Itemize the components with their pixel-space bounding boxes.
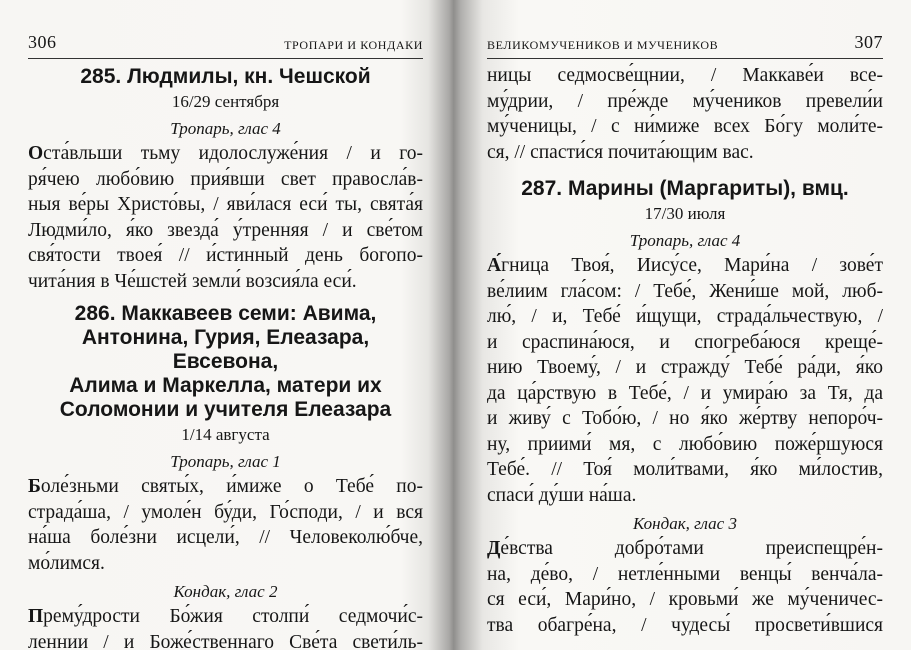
initial-letter: П <box>28 606 44 627</box>
initial-letter: А́ <box>487 255 502 276</box>
text-line: тва обагре́на, / чудесы́ просвети́вшися <box>487 614 883 636</box>
running-head-title-left: ТРОПАРИ И КОНДАКИ <box>284 38 423 52</box>
initial-letter: О <box>28 143 44 164</box>
text-line: на, де́во, / нетле́нными венцы́ венча́ла- <box>487 563 883 585</box>
section-date: 17/30 июля <box>644 204 726 223</box>
text-line: да ца́рствую в Тебе́, / и умира́ю за Тя, да <box>487 382 883 404</box>
text-line: А́гница Твоя́, Иису́се, Мари́на / зове́т <box>487 255 883 276</box>
section-286 <box>28 302 423 650</box>
text-line: лю́, / и, Тебе́ и́щущи, страда́льчествую, / <box>487 306 883 327</box>
text-line: Людми́ло, я́ко звезда́ у́тренняя / и све́том <box>28 219 423 241</box>
text-line: ныя ве́ры Христо́вы, / яви́лася еси́ ты, свята́я <box>28 194 423 215</box>
text-line: Боле́зньми святы́х, и́мижe о Тебе́ по- <box>28 476 423 497</box>
section-date: 1/14 августа <box>181 425 270 444</box>
text-line: леннии / и Боже́ственнаго Све́та свети́ль- <box>28 631 423 650</box>
section-287 <box>487 177 883 638</box>
section-title-line: Антонина, Гурия, Елеазара, Евсевона, <box>81 326 370 373</box>
section-title: 285. Людмилы, кн. Чешской <box>80 65 371 88</box>
section-title: 287. Марины (Маргариты), вмц. <box>521 177 849 200</box>
hymn-label: Тропарь, глас 1 <box>170 452 281 471</box>
initial-letter: Б <box>28 476 41 497</box>
text-line: му́ченицы, / с ни́миже всех Бо́гу моли́те- <box>487 116 883 137</box>
text-line: чита́ния в Че́шстей земли́ возсия́ла еси́. <box>28 270 357 292</box>
right-page <box>487 0 883 650</box>
hymn-text <box>487 536 883 638</box>
initial-letter: Д <box>487 538 501 559</box>
text-line: ве́лиим гла́сом: / Тебе́, Жени́ше мой, люб- <box>487 280 883 302</box>
section-date: 16/29 сентября <box>171 92 280 111</box>
text-line: ся, // спасти́ся почита́ющим вас. <box>487 141 754 163</box>
hymn-label: Тропарь, глас 4 <box>170 119 281 138</box>
text-line: ся еси́, Мари́но, / кровьми́ же му́ченичес- <box>487 589 883 610</box>
text-line: ну, приими́ мя, с любо́вию поже́ршуюся <box>487 433 883 455</box>
hymn-text <box>487 253 883 508</box>
left-page <box>28 0 423 650</box>
section-285 <box>28 65 423 294</box>
text-line: му́дрии, / пре́жде му́чеников превели́и <box>487 90 883 112</box>
text-line: свя́тости твоея́ // и́стинный день богопо- <box>28 245 423 266</box>
hymn-label: Тропарь, глас 4 <box>629 231 741 250</box>
hymn-text <box>28 604 423 650</box>
text-line: ницы седмосве́щнии, / Маккаве́и все- <box>487 65 883 86</box>
text-line: мо́лимся. <box>28 552 105 574</box>
text-line: Оста́вльши тьму идолослуже́ния / и го- <box>28 143 423 164</box>
hymn-text <box>28 141 423 294</box>
text-line: Прему́дрости Бо́жия столпи́ седмочи́с- <box>28 606 423 627</box>
section-title-line: Алима и Маркелла, матери их <box>69 374 382 397</box>
text-line: спаси́ ду́ши на́ша. <box>487 484 637 506</box>
running-header-right <box>487 32 883 59</box>
running-head-title-right: ВЕЛИКОМУЧЕНИКОВ И МУЧЕНИКОВ <box>487 38 719 52</box>
section-title-line: Соломонии и учителя Елеазара <box>59 398 392 421</box>
text-line: страда́ша, / умоле́н бу́ди, Го́споди, / и вся <box>28 501 423 523</box>
text-line: на́ша боле́зни исцели́, // Человеколю́бче, <box>28 527 423 548</box>
text-line: нию Твоему́, / и стражду́ Тебе́ ра́ди, я́ко <box>487 357 883 378</box>
hymn-text <box>28 474 423 576</box>
continuation-text <box>487 63 883 165</box>
page-number-left: 306 <box>28 32 57 52</box>
text-line: Тебе́. // Тоя́ моли́твами, я́ко ми́лостив, <box>487 459 883 480</box>
text-line: ря́чею любо́вию прия́вши свет правосла́в- <box>28 168 423 190</box>
page-number-right: 307 <box>854 32 883 52</box>
text-line: и сраспина́юся, и спогреба́юся креще́- <box>487 331 883 353</box>
text-line: и живу́ с Тобо́ю, / но я́ко же́ртву непоро́ч- <box>487 408 883 429</box>
text-line: Де́вства добро́тами преиспещре́н- <box>487 538 883 559</box>
hymn-label: Кондак, глас 2 <box>173 582 278 601</box>
section-title-line: 286. Маккавеев семи: Авима, <box>74 302 377 325</box>
hymn-label: Кондак, глас 3 <box>633 514 737 533</box>
running-header-left <box>28 32 423 59</box>
